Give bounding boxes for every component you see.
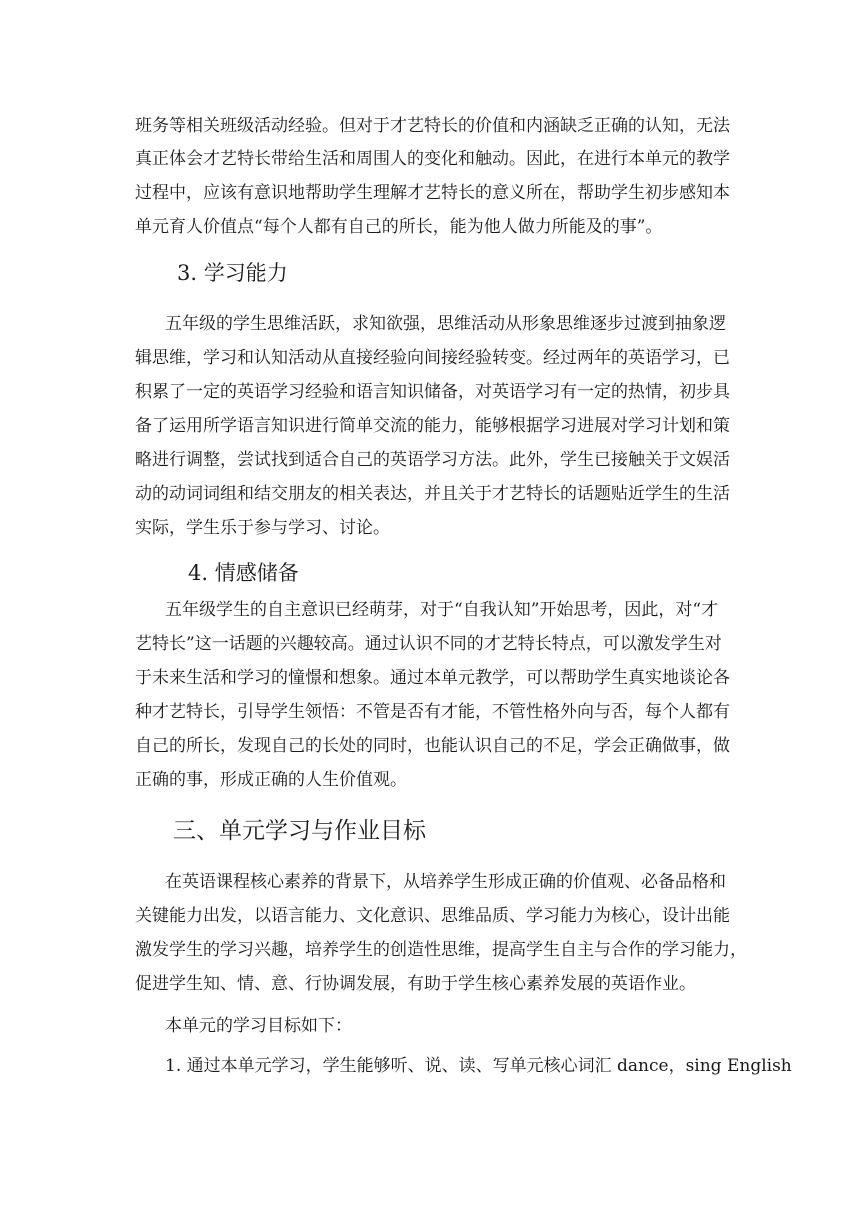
text-line: 自己的所长，发现自己的长处的同时，也能认识自己的不足，学会正确做事，做 <box>135 736 730 756</box>
text-line: 动的动词词组和结交朋友的相关表达，并且关于才艺特长的话题贴近学生的生活 <box>135 484 730 504</box>
text-line: 于未来生活和学习的憧憬和想象。通过本单元教学，可以帮助学生真实地谈论各 <box>135 668 730 688</box>
text-line: 五年级学生的自主意识已经萌芽，对于“自我认知”开始思考，因此，对“才 <box>165 600 719 620</box>
text-line: 艺特长”这一话题的兴趣较高。通过认识不同的才艺特长特点，可以激发学生对 <box>135 634 722 654</box>
text-line: 班务等相关班级活动经验。但对于才艺特长的价值和内涵缺乏正确的认知，无法 <box>135 116 730 136</box>
text-line: 真正体会才艺特长带给生活和周围人的变化和触动。因此，在进行本单元的教学 <box>135 149 730 169</box>
text-line: 关键能力出发，以语言能力、文化意识、思维品质、学习能力为核心，设计出能 <box>135 906 730 926</box>
list-item-goal-1: 1. 通过本单元学习，学生能够听、说、读、写单元核心词汇 dance，sing English <box>165 1056 792 1076</box>
text-line: 备了运用所学语言知识进行简单交流的能力，能够根据学习进展对学习计划和策 <box>135 416 730 436</box>
text-line: 种才艺特长，引导学生领悟：不管是否有才能，不管性格外向与否，每个人都有 <box>135 702 730 722</box>
text-line: 略进行调整，尝试找到适合自己的英语学习方法。此外，学生已接触关于文娱活 <box>135 450 730 470</box>
text-line: 激发学生的学习兴趣，培养学生的创造性思维，提高学生自主与合作的学习能力， <box>135 940 747 960</box>
text-line: 积累了一定的英语学习经验和语言知识储备，对英语学习有一定的热情，初步具 <box>135 382 730 402</box>
text-line: 促进学生知、情、意、行协调发展，有助于学生核心素养发展的英语作业。 <box>135 974 696 994</box>
text-line: 实际，学生乐于参与学习、讨论。 <box>135 518 390 538</box>
text-line: 过程中，应该有意识地帮助学生理解才艺特长的意义所在，帮助学生初步感知本 <box>135 183 730 203</box>
text-line: 在英语课程核心素养的背景下，从培养学生形成正确的价值观、必备品格和 <box>165 872 726 892</box>
text-line: 辑思维，学习和认知活动从直接经验向间接经验转变。经过两年的英语学习，已 <box>135 348 730 368</box>
paragraph-goals-lead: 本单元的学习目标如下： <box>165 1016 352 1036</box>
text-line: 单元育人价值点“每个人都有自己的所长，能为他人做力所能及的事”。 <box>135 217 663 237</box>
text-line: 五年级的学生思维活跃，求知欲强，思维活动从形象思维逐步过渡到抽象逻 <box>165 314 726 334</box>
text-line: 正确的事，形成正确的人生价值观。 <box>135 770 407 790</box>
heading-emotional-reserve: 4. 情感储备 <box>188 561 299 585</box>
section-heading: 三、单元学习与作业目标 <box>173 818 426 844</box>
heading-learning-ability: 3. 学习能力 <box>177 261 288 285</box>
